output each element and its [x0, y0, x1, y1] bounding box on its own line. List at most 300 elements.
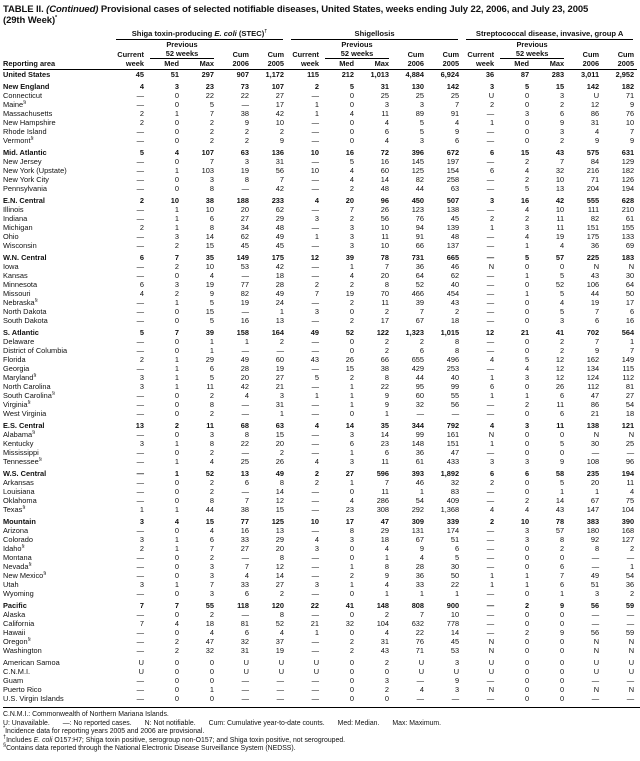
value-cell: 4: [209, 271, 214, 280]
value-cell: 125: [271, 517, 285, 526]
value-cell: 409: [446, 496, 460, 505]
value-cell: 58: [555, 469, 565, 478]
value-cell: —: [241, 346, 249, 355]
region-total-row: [3, 145, 637, 157]
value-cell: N: [628, 646, 635, 655]
value-cell: 56: [590, 601, 600, 610]
value-cell: 0: [524, 262, 530, 271]
value-cell: 18: [205, 619, 214, 628]
value-cell: 23: [380, 439, 390, 448]
reporting-area-cell: Pacific: [3, 601, 27, 610]
value-cell: 0: [524, 430, 530, 439]
value-cell: 7: [630, 127, 635, 136]
value-cell: 0: [349, 589, 355, 598]
value-cell: 3: [524, 526, 530, 535]
value-cell: 6: [489, 148, 495, 157]
value-cell: 6: [209, 364, 214, 373]
value-cell: 5: [349, 82, 355, 91]
value-cell: —: [486, 526, 495, 535]
region-total-row: [3, 79, 637, 91]
value-cell: 6: [489, 469, 495, 478]
value-cell: 9: [244, 118, 249, 127]
value-cell: 136: [271, 148, 285, 157]
blank-cell: [392, 40, 427, 49]
value-cell: 36: [415, 571, 425, 580]
value-cell: 10: [380, 223, 390, 232]
value-cell: 0: [349, 409, 355, 418]
value-cell: 9: [559, 118, 565, 127]
value-cell: —: [241, 685, 249, 694]
value-cell: —: [311, 526, 320, 535]
reporting-area-cell: Mississippi: [3, 448, 39, 457]
value-cell: 3: [524, 109, 530, 118]
value-cell: 71: [590, 175, 600, 184]
value-cell: 38: [240, 505, 249, 514]
value-cell: 20: [275, 544, 285, 553]
value-cell: —: [136, 562, 144, 571]
value-cell: 11: [626, 478, 635, 487]
reporting-area-cell: Alabama§: [3, 430, 36, 439]
value-cell: 1: [524, 289, 530, 298]
value-cell: 3: [349, 535, 355, 544]
value-cell: 151: [586, 223, 600, 232]
value-cell: 7: [139, 619, 144, 628]
value-cell: —: [241, 307, 249, 316]
footnote-marker: §: [51, 391, 55, 397]
value-cell: 1: [524, 241, 530, 250]
value-cell: 3: [524, 223, 530, 232]
value-cell: 253: [446, 364, 460, 373]
value-cell: 0: [174, 694, 179, 703]
value-cell: 62: [240, 232, 249, 241]
value-cell: 6: [454, 544, 460, 553]
value-cell: 4: [209, 628, 214, 637]
reporting-area-cell: Mountain: [3, 517, 36, 526]
value-cell: —: [451, 694, 460, 703]
value-cell: 14: [380, 430, 390, 439]
value-cell: 56: [590, 628, 600, 637]
value-cell: 61: [625, 214, 635, 223]
value-cell: 1: [174, 109, 179, 118]
value-cell: 33: [240, 580, 249, 589]
value-cell: 9: [279, 136, 285, 145]
value-cell: 13: [555, 184, 565, 193]
value-cell: 2: [139, 223, 144, 232]
group-header-shigellosis: [287, 29, 462, 40]
group-shigellosis-label: Shigellosis: [354, 29, 395, 38]
footnote-marker: §: [38, 457, 42, 463]
legend-max: Max: Maximum.: [392, 719, 442, 727]
value-cell: 96: [625, 457, 635, 466]
year-2005-label: 2005: [602, 59, 637, 70]
value-cell: 2: [349, 316, 355, 325]
value-cell: 2: [174, 241, 179, 250]
current-label: Current: [117, 50, 144, 59]
value-cell: U: [488, 658, 495, 667]
value-cell: 2: [314, 469, 320, 478]
value-cell: N: [488, 685, 495, 694]
value-cell: 4: [524, 166, 530, 175]
value-cell: 6: [349, 439, 355, 448]
value-cell: 1: [174, 223, 179, 232]
value-cell: —: [311, 610, 320, 619]
value-cell: 43: [555, 148, 565, 157]
value-cell: 168: [621, 526, 635, 535]
value-cell: —: [486, 409, 495, 418]
value-cell: 10: [310, 517, 320, 526]
value-cell: 17: [275, 100, 285, 109]
value-cell: 5: [209, 316, 214, 325]
value-cell: 32: [450, 478, 460, 487]
value-cell: 5: [524, 82, 530, 91]
value-cell: 108: [586, 457, 600, 466]
value-cell: 29: [380, 526, 390, 535]
value-cell: 39: [345, 253, 355, 262]
value-cell: 22: [240, 91, 249, 100]
value-cell: N: [628, 262, 635, 271]
value-cell: —: [311, 337, 320, 346]
group-stec-pre: Shiga toxin-producing: [131, 29, 215, 38]
value-cell: U: [243, 667, 249, 676]
value-cell: —: [486, 298, 495, 307]
value-cell: 75: [625, 496, 635, 505]
value-cell: 10: [170, 196, 179, 205]
value-cell: 22: [205, 91, 214, 100]
value-cell: 43: [380, 646, 390, 655]
reporting-area-cell: Wyoming: [3, 589, 34, 598]
value-cell: 124: [586, 373, 600, 382]
value-cell: 2: [174, 262, 179, 271]
value-cell: 33: [415, 580, 425, 589]
value-cell: 5: [419, 118, 425, 127]
table-row: [3, 307, 637, 316]
value-cell: 52: [205, 469, 214, 478]
value-cell: 32: [240, 637, 249, 646]
value-cell: 77: [240, 280, 249, 289]
footnote-marker: §: [34, 298, 38, 304]
value-cell: 2: [349, 571, 355, 580]
value-cell: 61: [415, 457, 425, 466]
value-cell: 16: [625, 316, 635, 325]
value-cell: 9: [454, 127, 460, 136]
value-cell: 4: [524, 364, 530, 373]
value-cell: U: [418, 658, 425, 667]
value-cell: —: [241, 184, 249, 193]
value-cell: 154: [446, 166, 460, 175]
value-cell: —: [486, 127, 495, 136]
value-cell: 3: [419, 100, 425, 109]
footnote-marker: §: [43, 571, 47, 577]
reporting-area-cell: Kansas: [3, 271, 28, 280]
reporting-area-cell: Pennsylvania: [3, 184, 47, 193]
value-cell: —: [311, 91, 320, 100]
value-cell: 1: [174, 355, 179, 364]
value-cell: 48: [380, 184, 390, 193]
value-cell: 900: [446, 601, 460, 610]
value-cell: 1: [209, 685, 214, 694]
value-cell: N: [593, 430, 600, 439]
value-cell: 8: [384, 280, 390, 289]
value-cell: 1: [314, 391, 320, 400]
value-cell: —: [136, 127, 144, 136]
value-cell: 3,011: [580, 70, 600, 79]
value-cell: 99: [450, 382, 460, 391]
value-cell: 115: [622, 364, 635, 373]
group-stec-italic: E. coli: [214, 29, 237, 38]
value-cell: 5: [314, 373, 320, 382]
value-cell: —: [136, 676, 144, 685]
value-cell: —: [136, 469, 144, 478]
value-cell: 8: [279, 610, 285, 619]
value-cell: 28: [240, 364, 249, 373]
value-cell: 1: [630, 562, 635, 571]
value-cell: 30: [625, 271, 635, 280]
value-cell: 4: [384, 580, 390, 589]
value-cell: —: [241, 100, 249, 109]
value-cell: 286: [376, 496, 390, 505]
table-row: [3, 337, 637, 346]
value-cell: 0: [174, 685, 179, 694]
value-cell: 5: [139, 148, 144, 157]
value-cell: 180: [586, 526, 600, 535]
value-cell: 4: [489, 505, 495, 514]
table-row: [3, 655, 637, 667]
value-cell: 2: [314, 280, 320, 289]
value-cell: —: [486, 205, 495, 214]
value-cell: 121: [621, 421, 635, 430]
value-cell: 42: [240, 382, 249, 391]
value-cell: 5: [559, 439, 565, 448]
value-cell: 3: [384, 100, 390, 109]
value-cell: U: [593, 658, 600, 667]
value-cell: 5: [349, 157, 355, 166]
value-cell: 2: [489, 478, 495, 487]
value-cell: 6: [244, 589, 249, 598]
value-cell: 393: [411, 469, 425, 478]
value-cell: 2: [139, 109, 144, 118]
cum-label: Cum: [582, 50, 600, 59]
value-cell: 3: [174, 82, 179, 91]
cum-label: Cum: [232, 50, 249, 59]
value-cell: 731: [411, 253, 425, 262]
value-cell: 2: [139, 544, 144, 553]
value-cell: —: [486, 346, 495, 355]
value-cell: 53: [450, 646, 460, 655]
value-cell: 0: [174, 118, 179, 127]
value-cell: 3: [349, 430, 355, 439]
value-cell: 82: [590, 214, 600, 223]
value-cell: 2: [559, 544, 565, 553]
week-label: week: [462, 59, 497, 70]
reporting-area-cell: W.S. Central: [3, 469, 47, 478]
value-cell: 4: [419, 685, 425, 694]
value-cell: —: [311, 562, 320, 571]
value-cell: 44: [415, 184, 425, 193]
value-cell: —: [626, 448, 635, 457]
value-cell: 82: [415, 175, 425, 184]
value-cell: N: [593, 262, 600, 271]
value-cell: —: [241, 448, 249, 457]
value-cell: 125: [411, 166, 425, 175]
value-cell: 148: [411, 439, 425, 448]
value-cell: 2: [559, 136, 565, 145]
value-cell: 7: [174, 601, 179, 610]
value-cell: 4: [384, 136, 390, 145]
value-cell: 1: [174, 469, 179, 478]
reporting-area-cell: District of Columbia: [3, 346, 68, 355]
value-cell: 86: [590, 400, 600, 409]
reporting-area-cell: New York City: [3, 175, 50, 184]
value-cell: —: [486, 271, 495, 280]
value-cell: 0: [559, 262, 565, 271]
value-cell: 20: [275, 439, 285, 448]
cum-label: Cum: [617, 50, 635, 59]
value-cell: 7: [419, 307, 425, 316]
value-cell: 19: [345, 289, 355, 298]
cum-label: Cum: [407, 50, 425, 59]
value-cell: 54: [625, 571, 635, 580]
value-cell: N: [593, 646, 600, 655]
value-cell: 2: [524, 175, 530, 184]
value-cell: N: [628, 430, 635, 439]
value-cell: 31: [380, 82, 390, 91]
footnote-section: §Contains data reported through the National Electronic Disease Surveillance System (NEDSS).: [3, 743, 296, 753]
value-cell: 1: [419, 487, 425, 496]
reporting-area-cell: E.S. Central: [3, 421, 45, 430]
blank-cell: [427, 40, 462, 49]
value-cell: 60: [275, 355, 285, 364]
table-row: [3, 223, 637, 232]
value-cell: 1: [174, 505, 179, 514]
value-cell: 2: [524, 601, 530, 610]
value-cell: 0: [384, 694, 390, 703]
value-cell: 41: [345, 601, 355, 610]
value-cell: 68: [240, 421, 249, 430]
value-cell: 19: [590, 298, 600, 307]
value-cell: 55: [450, 391, 460, 400]
value-cell: 8: [454, 337, 460, 346]
value-cell: 34: [240, 223, 249, 232]
blank-cell: [287, 40, 322, 49]
value-cell: 95: [415, 382, 425, 391]
table-row: [3, 448, 637, 457]
value-cell: U: [593, 667, 600, 676]
value-cell: 2: [384, 337, 390, 346]
value-cell: 42: [275, 109, 285, 118]
value-cell: 23: [205, 82, 214, 91]
value-cell: 3: [139, 580, 144, 589]
value-cell: U: [138, 667, 144, 676]
value-cell: 67: [415, 535, 425, 544]
value-cell: 20: [590, 478, 600, 487]
value-cell: 0: [174, 271, 179, 280]
value-cell: 131: [411, 526, 425, 535]
table-row: [3, 262, 637, 271]
value-cell: 1,323: [405, 328, 425, 337]
value-cell: 0: [174, 676, 179, 685]
value-cell: 0: [524, 337, 530, 346]
blank-cell: [112, 40, 147, 49]
value-cell: 32: [415, 400, 425, 409]
value-cell: 0: [524, 694, 530, 703]
value-cell: 3: [524, 373, 530, 382]
value-cell: 31: [275, 157, 285, 166]
value-cell: 138: [446, 205, 460, 214]
footnote-dagger: †Includes E. coli O157:H7; Shiga toxin positive, serogroup non-O157; and Shiga toxin positive, not serogrouped.: [3, 734, 346, 744]
value-cell: —: [136, 496, 144, 505]
value-cell: 1,015: [440, 328, 460, 337]
reporting-area-cell: Texas§: [3, 505, 26, 514]
year-2006-label: 2006: [567, 59, 602, 70]
value-cell: 104: [376, 619, 390, 628]
group-header-stec: [112, 29, 287, 40]
value-cell: —: [241, 487, 249, 496]
value-cell: 76: [415, 637, 425, 646]
value-cell: 0: [559, 667, 565, 676]
region-total-row: [3, 193, 637, 205]
reporting-area-cell: Washington: [3, 646, 42, 655]
value-cell: 27: [240, 544, 249, 553]
table-row: [3, 496, 637, 505]
value-cell: —: [591, 553, 600, 562]
value-cell: 12: [555, 355, 565, 364]
value-cell: 6: [489, 382, 495, 391]
table-row: [3, 646, 637, 655]
value-cell: 55: [205, 601, 214, 610]
value-cell: 8: [279, 553, 285, 562]
value-cell: 0: [524, 448, 530, 457]
value-cell: 6: [594, 316, 600, 325]
value-cell: 1: [174, 364, 179, 373]
value-cell: 4: [139, 82, 144, 91]
value-cell: 3: [524, 457, 530, 466]
value-cell: —: [486, 364, 495, 373]
region-total-row: [3, 250, 637, 262]
value-cell: 149: [236, 253, 249, 262]
value-cell: 158: [236, 328, 249, 337]
value-cell: 29: [205, 355, 214, 364]
value-cell: 19: [205, 280, 214, 289]
value-cell: 4: [489, 421, 495, 430]
value-cell: 16: [240, 316, 249, 325]
value-cell: 25: [380, 91, 390, 100]
reporting-area-cell: Arizona: [3, 526, 29, 535]
value-cell: —: [311, 205, 320, 214]
table-row: [3, 571, 637, 580]
value-cell: —: [136, 316, 144, 325]
value-cell: —: [136, 205, 144, 214]
blank-cell: [462, 40, 497, 49]
value-cell: 28: [275, 280, 285, 289]
value-cell: 11: [381, 232, 390, 241]
value-cell: 8: [559, 535, 565, 544]
region-total-row: [3, 514, 637, 526]
value-cell: 10: [275, 118, 285, 127]
value-cell: 8: [209, 223, 214, 232]
value-cell: 12: [555, 373, 565, 382]
value-cell: —: [486, 535, 495, 544]
value-cell: 1: [314, 109, 320, 118]
value-cell: —: [451, 409, 460, 418]
value-cell: 5: [209, 298, 214, 307]
value-cell: —: [241, 400, 249, 409]
table-row: [3, 364, 637, 373]
value-cell: 148: [376, 601, 390, 610]
value-cell: 0: [174, 526, 179, 535]
value-cell: 11: [381, 487, 390, 496]
reporting-area-cell: Rhode Island: [3, 127, 47, 136]
value-cell: 22: [450, 580, 460, 589]
